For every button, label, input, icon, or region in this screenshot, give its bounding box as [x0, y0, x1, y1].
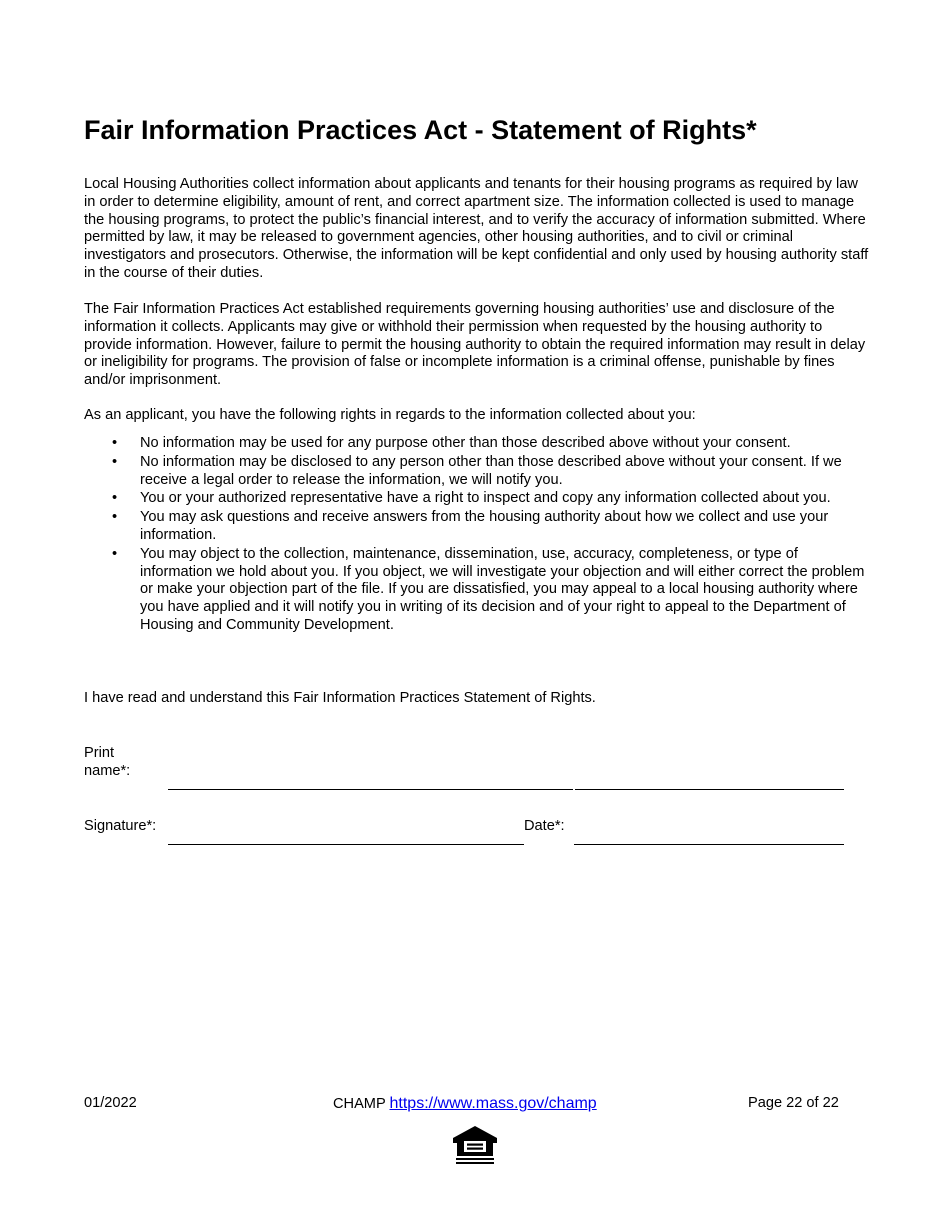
print-name-label-line1: Print	[84, 745, 115, 761]
equal-housing-opportunity-icon	[450, 1124, 500, 1166]
rights-list	[84, 435, 870, 636]
bullet-icon: •	[112, 509, 118, 526]
date-field[interactable]	[574, 844, 844, 845]
bullet-icon: •	[112, 435, 118, 451]
print-name-label	[84, 745, 130, 781]
acknowledgement-text: I have read and understand this Fair Information Practices Statement of Rights.	[84, 690, 596, 706]
print-name-field[interactable]	[168, 789, 573, 790]
bullet-icon: •	[112, 545, 118, 562]
signature-label: Signature*:	[84, 818, 157, 834]
rights-list-item	[84, 454, 870, 490]
rights-list-item	[84, 546, 870, 635]
page-title: Fair Information Practices Act - Statement of Rights*	[84, 115, 757, 145]
rights-item-text: No information may be used for any purpose other than those described above without your consent.	[140, 435, 791, 451]
rights-item-text: You may ask questions and receive answers from the housing authority about how we collect and use your information.	[140, 509, 829, 543]
rights-list-item	[84, 490, 870, 508]
intro-paragraph: Local Housing Authorities collect information about applicants and tenants for their housing programs as required by law in order to determine eligibility, amount of rent, and correct apartment size. The information collected is used to manage the housing programs, to protect the public’s financial interest, and to verify the accuracy of information submitted. Where permitted by law, it may be released to government agencies, other housing authorities, and to civil or criminal investigators and prosecutors. Otherwise, the information will be kept confidential and only used by housing authority staff in the course of their duties.	[84, 176, 869, 281]
footer-page-number: Page 22 of 22	[748, 1095, 839, 1111]
rights-item-text: You or your authorized representative have a right to inspect and copy any information collected about you.	[140, 490, 831, 507]
bullet-icon: •	[112, 490, 118, 507]
rights-list-item	[84, 509, 870, 545]
footer-center	[333, 1095, 597, 1114]
rights-item-text: No information may be disclosed to any person other than those described above without your consent. If we receive a legal order to release the information, we will notify you.	[140, 453, 842, 488]
footer-program: CHAMP	[333, 1096, 386, 1112]
bullet-icon: •	[112, 453, 118, 470]
footer-date: 01/2022	[84, 1095, 137, 1111]
act-paragraph: The Fair Information Practices Act established requirements governing housing authorities’ use and disclosure of the information it collects. Applicants may give or withhold their permission when requested by the housing authority to provide information. However, failure to permit the housing authority to obtain the required information may result in delay or ineligibility for programs. The provision of false or incomplete information is a criminal offense, punishable by fines and/or imprisonment.	[84, 301, 866, 389]
print-name-field-extension[interactable]	[575, 789, 844, 790]
champ-link[interactable]: https://www.mass.gov/champ	[389, 1095, 597, 1112]
signature-field[interactable]	[168, 844, 524, 845]
rights-list-item	[84, 435, 870, 453]
rights-item-text: You may object to the collection, maintenance, dissemination, use, accuracy, completeness, or type of information we hold about you. If you object, we will investigate your objection and will either correct the problem or make your objection part of the file. If you are dissatisfied, you may appeal to a local housing authority where you have applied and it will notify you in writing of its decision and of your right to appeal to the Department of Housing and Community Development.	[140, 545, 865, 633]
date-label: Date*:	[524, 818, 565, 834]
print-name-label-line2: name*:	[84, 762, 131, 779]
rights-intro-paragraph: As an applicant, you have the following rights in regards to the information collected about you:	[84, 407, 696, 423]
